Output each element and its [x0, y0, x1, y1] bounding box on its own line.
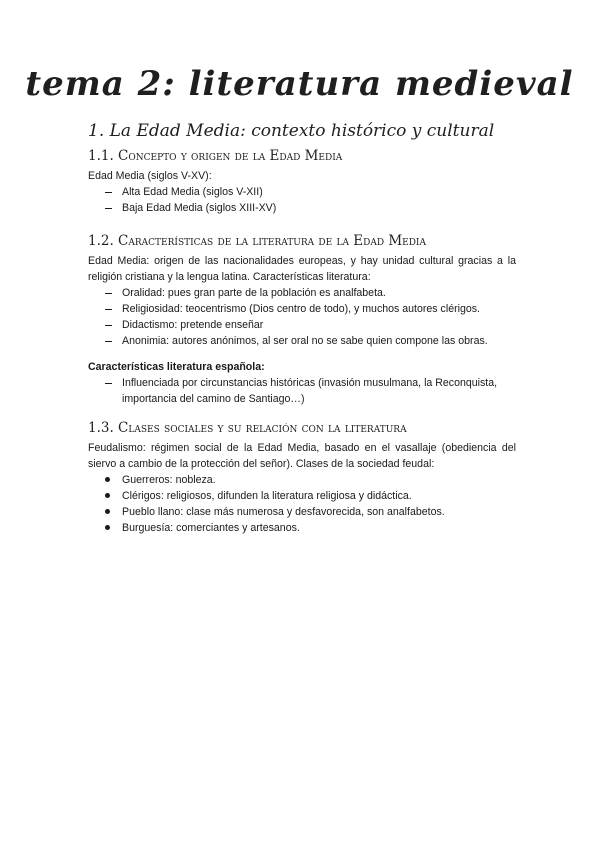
list-item: Baja Edad Media (siglos XIII-XV)	[88, 200, 516, 216]
dash-bullet	[105, 285, 117, 301]
dot-bullet	[105, 472, 117, 488]
dash-bullet	[105, 200, 117, 216]
dash-list	[88, 184, 516, 216]
list-item: Didactismo: pretende enseñar	[88, 317, 516, 333]
spanish-literature-block	[88, 359, 516, 407]
dash-list	[88, 285, 516, 349]
subsection-body-1-1	[88, 168, 516, 216]
subsection-body-1-3	[88, 440, 516, 536]
list-item: Burguesía: comerciantes y artesanos.	[88, 520, 516, 536]
list-item: Pueblo llano: clase más numerosa y desfavorecida, son analfabetos.	[88, 504, 516, 520]
subsection-heading-1-1: 1.1. Concepto y origen de la Edad Media	[88, 148, 343, 164]
dash-bullet	[105, 317, 117, 333]
dot-bullet	[105, 504, 117, 520]
page-title: tema 2: literatura medieval	[25, 64, 574, 104]
dash-bullet	[105, 333, 117, 349]
dash-bullet	[105, 184, 117, 200]
paragraph: Edad Media (siglos V-XV):	[88, 170, 212, 182]
subsection-heading-1-3: 1.3. Clases sociales y su relación con la literatura	[88, 420, 407, 436]
dot-bullet	[105, 488, 117, 504]
subsection-heading-1-2: 1.2. Características de la literatura de la Edad Media	[88, 233, 426, 249]
dot-bullet	[105, 520, 117, 536]
dot-list	[88, 472, 516, 536]
list-item: Guerreros: nobleza.	[88, 472, 516, 488]
list-item: Influenciada por circunstancias históricas (invasión musulmana, la Reconquista, importancia del camino de Santiago…)	[88, 375, 516, 407]
subsection-body-1-2	[88, 253, 516, 349]
dash-bullet	[105, 301, 117, 317]
bold-subheading: Características literatura española:	[88, 361, 265, 373]
list-item: Clérigos: religiosos, difunden la literatura religiosa y didáctica.	[88, 488, 516, 504]
list-item: Religiosidad: teocentrismo (Dios centro de todo), y muchos autores clérigos.	[88, 301, 516, 317]
dash-bullet	[105, 375, 117, 391]
section-heading: 1. La Edad Media: contexto histórico y cultural	[88, 121, 495, 141]
list-item: Anonimia: autores anónimos, al ser oral no se sabe quien compone las obras.	[88, 333, 516, 349]
list-item: Oralidad: pues gran parte de la población es analfabeta.	[88, 285, 516, 301]
list-item: Alta Edad Media (siglos V-XII)	[88, 184, 516, 200]
dash-list	[88, 375, 516, 407]
paragraph: Feudalismo: régimen social de la Edad Media, basado en el vasallaje (obediencia del siervo a cambio de la protección del señor). Clases de la sociedad feudal:	[88, 442, 516, 470]
paragraph: Edad Media: origen de las nacionalidades europeas, y hay unidad cultural gracias a la religión cristiana y la lengua latina. Características literatura:	[88, 255, 516, 283]
